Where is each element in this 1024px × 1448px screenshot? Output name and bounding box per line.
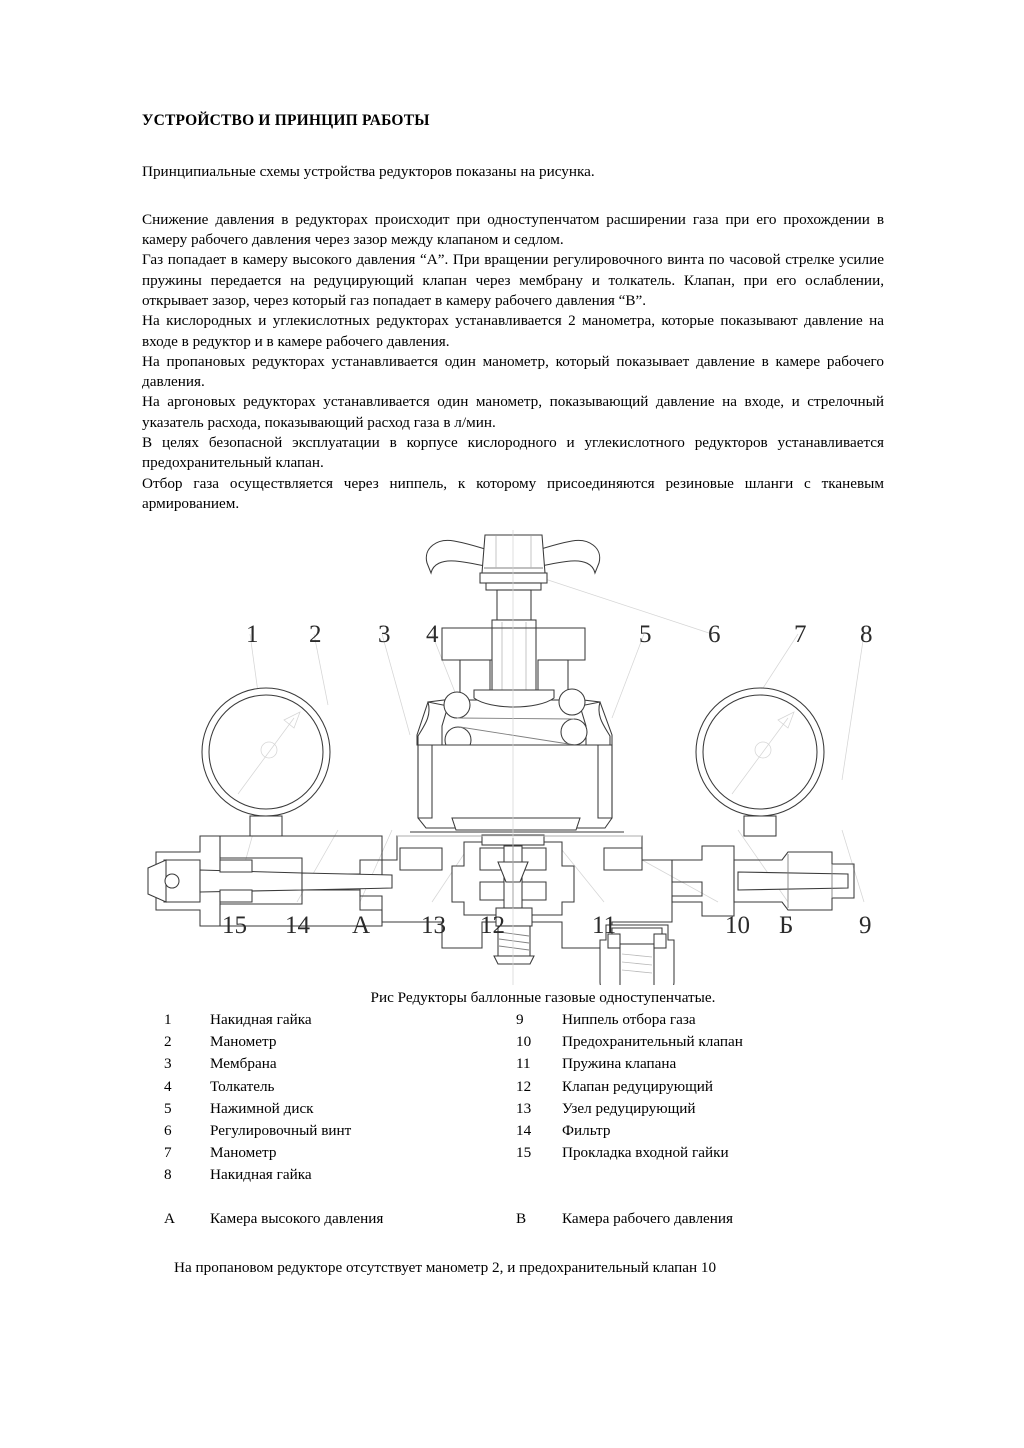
legend-number: 2 bbox=[164, 1033, 172, 1051]
legend-label: Клапан редуцирующий bbox=[562, 1077, 714, 1095]
callout-11: 11 bbox=[592, 912, 617, 940]
callout-15: 15 bbox=[222, 912, 247, 940]
outlet-nipple-assembly bbox=[672, 836, 854, 926]
figure-caption: Рис Редукторы баллонные газовые одноступенчатые. bbox=[370, 989, 716, 1007]
legend-label: Пружина клапана bbox=[562, 1055, 677, 1073]
regulator-upper-housing bbox=[418, 745, 612, 830]
regulator-cross-section-diagram bbox=[142, 530, 884, 985]
legend-label: Предохранительный клапан bbox=[562, 1033, 743, 1051]
legend-label: Манометр bbox=[210, 1144, 277, 1162]
legend-label: Мембрана bbox=[210, 1055, 277, 1073]
footnote: На пропановом редукторе отсутствует манометр 2, и предохранительный клапан 10 bbox=[174, 1258, 717, 1276]
legend-label: Узел редуцирующий bbox=[562, 1099, 696, 1117]
callout-10: 10 bbox=[725, 912, 750, 940]
legend-number: 1 bbox=[164, 1011, 172, 1029]
chamber-legend bbox=[142, 1208, 884, 1230]
spacer bbox=[142, 131, 884, 162]
callout-7: 7 bbox=[794, 621, 807, 649]
chamber-working-pressure bbox=[516, 1208, 876, 1230]
legend-number: 13 bbox=[516, 1099, 532, 1117]
legend-left-labels bbox=[210, 1009, 516, 1187]
legend-label: Накидная гайка bbox=[210, 1011, 312, 1029]
legend-number: 3 bbox=[164, 1055, 172, 1073]
legend-column-left bbox=[142, 1009, 516, 1187]
callout-8: 8 bbox=[860, 621, 873, 649]
pressure-gauge-right bbox=[696, 688, 824, 836]
callout-9: 9 bbox=[859, 912, 872, 940]
pressure-gauge-left bbox=[202, 688, 330, 836]
legend bbox=[142, 1009, 884, 1187]
chamber-high-pressure bbox=[142, 1208, 516, 1230]
legend-number: 11 bbox=[516, 1055, 531, 1073]
paragraph-safety: В целях безопасной эксплуатации в корпусе кислородного и углекислотного редукторов устанавливается предохранительный клапан. bbox=[142, 433, 884, 472]
legend-right-numbers bbox=[516, 1009, 562, 1187]
legend-label: Нажимной диск bbox=[210, 1099, 314, 1117]
callout-1: 1 bbox=[246, 621, 259, 649]
callout-2: 2 bbox=[309, 621, 322, 649]
page-title: УСТРОЙСТВО И ПРИНЦИП РАБОТЫ bbox=[142, 112, 430, 129]
paragraph-pressure-drop: Снижение давления в редукторах происходит при одноступенчатом расширении газа при его прохождении в камеру рабочего давления через зазор между клапаном и седлом. bbox=[142, 210, 884, 249]
legend-number: 7 bbox=[164, 1144, 172, 1162]
chamber-key-a: А bbox=[164, 1209, 175, 1227]
callout-6: 6 bbox=[708, 621, 721, 649]
legend-number: 9 bbox=[516, 1011, 524, 1029]
legend-number: 5 bbox=[164, 1099, 172, 1117]
legend-number: 4 bbox=[164, 1077, 172, 1095]
legend-number: 12 bbox=[516, 1077, 532, 1095]
callout-5: 5 bbox=[639, 621, 652, 649]
legend-label: Толкатель bbox=[210, 1077, 275, 1095]
paragraph-propane: На пропановых редукторах устанавливается один манометр, который показывает давление в камере рабочего давления. bbox=[142, 352, 884, 391]
document-content bbox=[142, 112, 884, 1277]
callout-14: 14 bbox=[285, 912, 310, 940]
legend-column-right bbox=[516, 1009, 876, 1187]
legend-left-numbers bbox=[164, 1009, 210, 1187]
paragraph-nipple: Отбор газа осуществляется через ниппель, к которому присоединяются резиновые шланги с тканевым армированием. bbox=[142, 474, 884, 512]
callout-chamber-a: А bbox=[352, 912, 371, 940]
callout-4: 4 bbox=[426, 621, 439, 649]
callout-12: 12 bbox=[480, 912, 505, 940]
legend-label: Прокладка входной гайки bbox=[562, 1144, 729, 1162]
chamber-label-b: Камера рабочего давления bbox=[562, 1209, 734, 1227]
regulator-drawing-svg bbox=[142, 530, 884, 985]
legend-label: Ниппель отбора газа bbox=[562, 1011, 696, 1029]
paragraph-intro: Принципиальные схемы устройства редукторов показаны на рисунка. bbox=[142, 162, 595, 180]
legend-label: Накидная гайка bbox=[210, 1166, 312, 1184]
spacer bbox=[142, 182, 884, 210]
paragraph-oxygen-co2: На кислородных и углекислотных редукторах устанавливается 2 манометра, которые показывают давление на входе в редуктор и в камере рабочего давления. bbox=[142, 312, 884, 350]
legend-label: Фильтр bbox=[562, 1122, 611, 1140]
chamber-key-b: В bbox=[516, 1209, 527, 1227]
callout-13: 13 bbox=[421, 912, 446, 940]
chamber-label-a: Камера высокого давления bbox=[210, 1209, 384, 1227]
callout-chamber-b: Б bbox=[779, 912, 794, 940]
callout-3: 3 bbox=[378, 621, 391, 649]
paragraph-gas-flow: Газ попадает в камеру высокого давления “А”. При вращении регулировочного винта по часовой стрелке усилие пружины передается на редуцирующий клапан через мембрану и толкатель. Клапан, при его ослаблении, открывает зазор, через который газ попадает в камеру рабочего давления “В”. bbox=[142, 251, 884, 309]
legend-label: Регулировочный винт bbox=[210, 1122, 352, 1140]
legend-number: 6 bbox=[164, 1122, 172, 1140]
legend-number: 8 bbox=[164, 1166, 172, 1184]
legend-number: 15 bbox=[516, 1144, 532, 1162]
legend-number: 14 bbox=[516, 1122, 532, 1140]
legend-number: 10 bbox=[516, 1033, 532, 1051]
legend-label: Манометр bbox=[210, 1033, 277, 1051]
paragraph-argon: На аргоновых редукторах устанавливается один манометр, показывающий давление на входе, и стрелочный указатель расхода, показывающий расход газа в л/мин. bbox=[142, 393, 884, 431]
legend-right-labels bbox=[562, 1009, 876, 1187]
